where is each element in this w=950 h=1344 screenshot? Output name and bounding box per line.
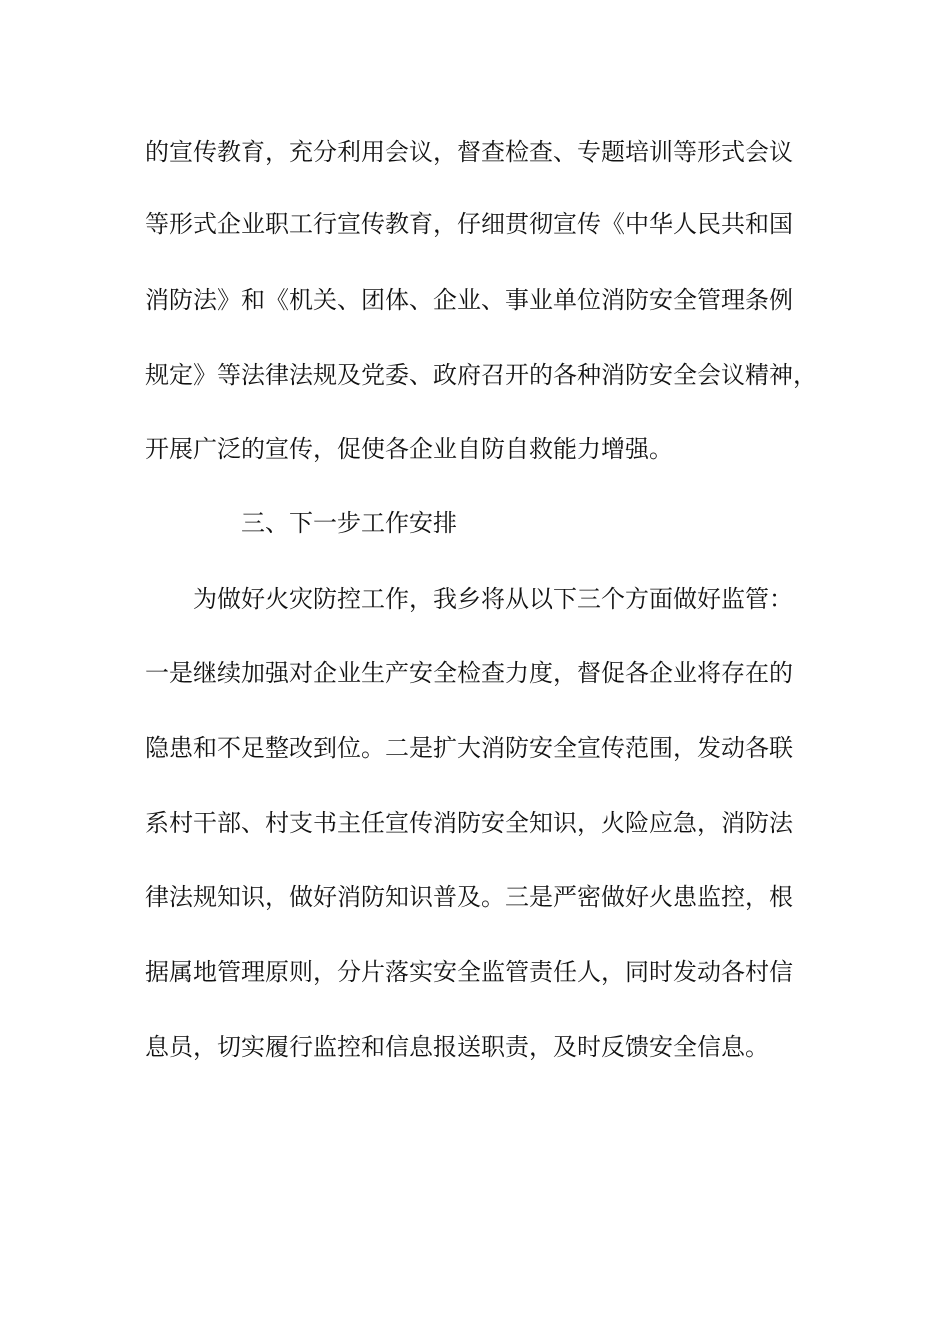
body-line-12: 据属地管理原则，分片落实安全监管责任人，同时发动各村信 (145, 958, 793, 986)
section-heading: 三、下一步工作安排 (241, 509, 457, 537)
body-line-1: 的宣传教育，充分利用会议，督查检查、专题培训等形式会议 (145, 138, 793, 166)
body-line-5: 开展广泛的宣传，促使各企业自防自救能力增强。 (145, 435, 673, 463)
body-line-13: 息员，切实履行监控和信息报送职责，及时反馈安全信息。 (145, 1033, 769, 1061)
body-line-3: 消防法》和《机关、团体、企业、事业单位消防安全管理条例 (145, 286, 793, 314)
body-line-9: 隐患和不足整改到位。二是扩大消防安全宣传范围，发动各联 (145, 734, 793, 762)
paragraph-first-line: 为做好火灾防控工作，我乡将从以下三个方面做好监管： (193, 585, 793, 613)
body-line-10: 系村干部、村支书主任宣传消防安全知识，火险应急，消防法 (145, 809, 793, 837)
body-line-11: 律法规知识，做好消防知识普及。三是严密做好火患监控，根 (145, 883, 793, 911)
body-line-4: 规定》等法律法规及党委、政府召开的各种消防安全会议精神， (145, 361, 817, 389)
body-line-2: 等形式企业职工行宣传教育，仔细贯彻宣传《中华人民共和国 (145, 210, 793, 238)
body-line-8: 一是继续加强对企业生产安全检查力度，督促各企业将存在的 (145, 659, 793, 687)
